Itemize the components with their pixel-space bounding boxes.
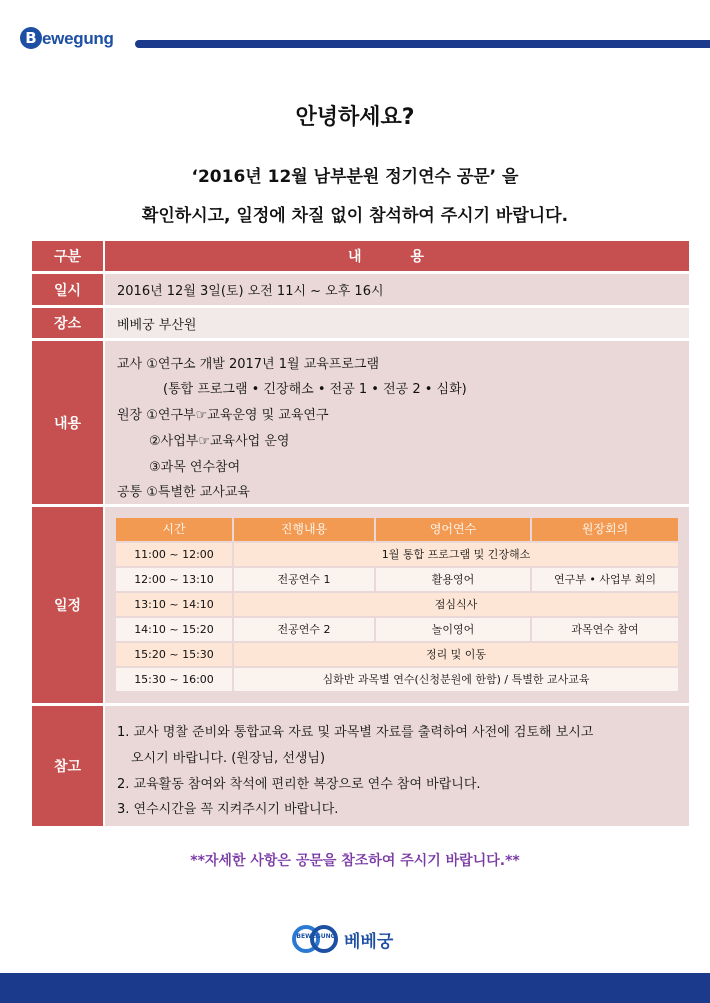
date-cell (105, 274, 689, 305)
header-content: 내 용 (105, 241, 689, 271)
schedule-merged: 1월 통합 프로그램 및 긴장해소 (234, 543, 678, 566)
page-header (0, 0, 710, 60)
content-line: ③과목 연수참여 (149, 460, 241, 475)
content-cell (105, 341, 689, 504)
schedule-header-cell: 영어연수 (376, 518, 532, 541)
brand-name: 베베궁 (344, 932, 394, 952)
footer-note: **자세한 사항은 공문을 참조하여 주시기 바랍니다.** (190, 853, 520, 869)
schedule-row-item (116, 543, 678, 566)
place-value: 베베궁 부산원 (117, 317, 197, 333)
schedule-header-cell: 원장회의 (532, 518, 678, 541)
header-label: 구분 (32, 241, 103, 271)
note-line: 1. 교사 명찰 준비와 통합교육 자료 및 과목별 자료를 출력하여 사전에 검토해 보시고 (117, 725, 594, 740)
greeting: 안녕하세요? (295, 105, 415, 130)
schedule-merged: 정리 및 이동 (234, 643, 678, 666)
date-label: 일시 (32, 274, 103, 305)
notes-row (32, 706, 689, 826)
content-line: 원장 ①연구부☞교육운영 및 교육연구 (117, 408, 329, 423)
schedule-row-item (116, 668, 678, 691)
bewegung-logo-mark: B (20, 27, 42, 49)
schedule-cell-progress: 전공연수 1 (234, 568, 376, 591)
schedule-cell (105, 507, 689, 703)
schedule-header-cell: 진행내용 (234, 518, 376, 541)
table-header-row (32, 241, 689, 271)
schedule-cell-progress: 전공연수 2 (234, 618, 376, 641)
schedule-time: 14:10 ~ 15:20 (116, 618, 234, 641)
schedule-cell-meeting: 연구부 • 사업부 회의 (532, 568, 678, 591)
content-line: 공통 ①특별한 교사교육 (117, 485, 250, 500)
schedule-header (116, 518, 678, 541)
schedule-time: 15:30 ~ 16:00 (116, 668, 234, 691)
place-row (32, 308, 689, 338)
bebegung-logo (292, 925, 424, 953)
content-label: 내용 (32, 341, 103, 504)
schedule-row-item (116, 593, 678, 616)
note-line: 3. 연수시간을 꼭 지켜주시기 바랍니다. (117, 802, 339, 817)
header-bar (135, 40, 710, 48)
date-value: 2016년 12월 3일(토) 오전 11시 ~ 오후 16시 (117, 284, 384, 299)
schedule-row-item (116, 643, 678, 666)
schedule-header-cell: 시간 (116, 518, 234, 541)
logo-circle-text: BEWEGUNG (296, 933, 336, 940)
footer-bar (0, 973, 710, 1003)
notes-label: 참고 (32, 706, 103, 826)
note-line: 오시기 바랍니다. (원장님, 선생님) (131, 751, 326, 766)
content-line: (통합 프로그램 • 긴장해소 • 전공 1 • 전공 2 • 심화) (163, 382, 467, 397)
schedule-row-item (116, 618, 678, 641)
schedule-time: 11:00 ~ 12:00 (116, 543, 234, 566)
schedule-row (32, 507, 689, 703)
note-line: 2. 교육활동 참여와 착석에 편리한 복장으로 연수 참여 바랍니다. (117, 777, 481, 792)
content-line: 교사 ①연구소 개발 2017년 1월 교육프로그램 (117, 357, 380, 372)
notes-cell (105, 706, 689, 826)
schedule-cell-english: 놀이영어 (376, 618, 532, 641)
schedule-time: 15:20 ~ 15:30 (116, 643, 234, 666)
schedule-row-item (116, 568, 678, 591)
schedule-time: 13:10 ~ 14:10 (116, 593, 234, 616)
bewegung-logo-text: ewegung (42, 29, 114, 48)
schedule-merged: 점심식사 (234, 593, 678, 616)
content-row (32, 341, 689, 504)
intro-line-1: ‘2016년 12월 남부분원 정기연수 공문’ 을 (191, 167, 519, 187)
schedule-cell-english: 활용영어 (376, 568, 532, 591)
content-line: ②사업부☞교육사업 운영 (149, 434, 290, 449)
schedule-time: 12:00 ~ 13:10 (116, 568, 234, 591)
place-label: 장소 (32, 308, 103, 338)
date-row (32, 274, 689, 305)
place-cell (105, 308, 689, 338)
schedule-merged: 심화반 과목별 연수(신청분원에 한함) / 특별한 교사교육 (234, 668, 678, 691)
intro-line-2: 확인하시고, 일정에 차질 없이 참석하여 주시기 바랍니다. (141, 206, 569, 226)
schedule-cell-meeting: 과목연수 참여 (532, 618, 678, 641)
schedule-label: 일정 (32, 507, 103, 703)
